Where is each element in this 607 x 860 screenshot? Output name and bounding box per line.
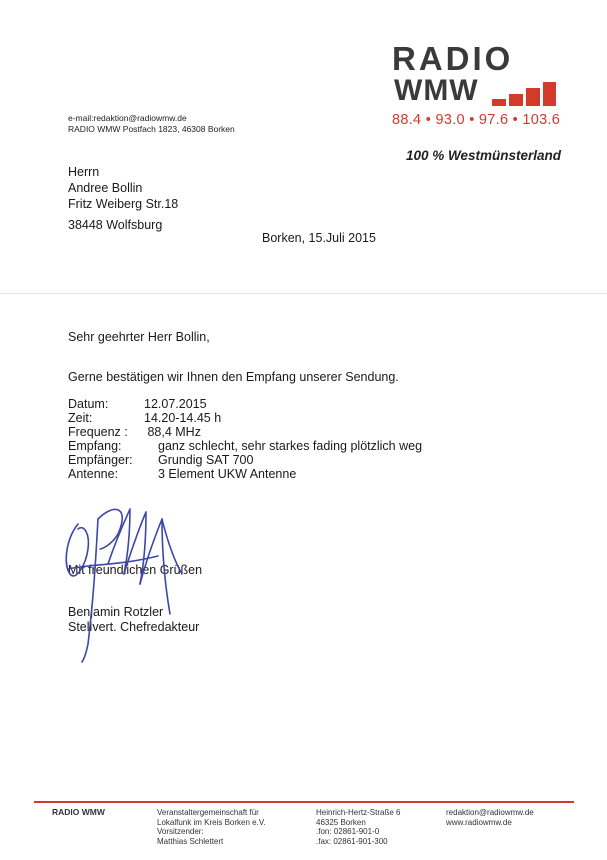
footer-address xyxy=(316,808,400,846)
footer-web: www.radiowmw.de xyxy=(446,817,512,827)
slogan: 100 % Westmünsterland xyxy=(406,148,562,163)
signer-name: Benjamin Rotzler xyxy=(68,605,164,619)
footer-divider xyxy=(34,801,574,803)
detail-value: 12.07.2015 xyxy=(144,397,207,411)
detail-label: Empfänger: xyxy=(68,453,133,467)
footer-contact xyxy=(446,808,534,827)
logo-radio-text: RADIO xyxy=(392,40,514,77)
footer-chair-name: Matthias Schlettert xyxy=(157,836,224,846)
detail-label: Frequenz : xyxy=(68,425,128,439)
footer-phone: .fon: 02861-901-0 xyxy=(316,827,380,836)
footer-email: redaktion@radiowmw.de xyxy=(446,808,534,817)
detail-label: Antenne: xyxy=(68,467,119,481)
frequency-list: 88.4 • 93.0 • 97.6 • 103.6 xyxy=(392,112,561,128)
footer-city: 46325 Borken xyxy=(316,817,366,827)
footer-fax: .fax: 02861-901-300 xyxy=(316,836,388,846)
footer-station: RADIO WMW xyxy=(52,807,105,817)
logo-bar xyxy=(526,88,540,106)
sender-address: RADIO WMW Postfach 1823, 46308 Borken xyxy=(68,124,235,134)
detail-label: Empfang: xyxy=(68,439,122,453)
fold-line xyxy=(0,293,607,294)
detail-value: ganz schlecht, sehr starkes fading plötzlich weg xyxy=(158,439,423,453)
greeting: Sehr geehrter Herr Bollin, xyxy=(68,330,210,344)
detail-label: Zeit: xyxy=(68,411,93,425)
logo-wmw-text: WMW xyxy=(394,74,479,107)
recipient-salutation: Herrn xyxy=(68,165,100,179)
recipient-city: 38448 Wolfsburg xyxy=(68,218,163,232)
logo-bar xyxy=(492,99,506,106)
logo-bar xyxy=(509,94,523,106)
footer-street: Heinrich-Hertz-Straße 6 xyxy=(316,808,401,817)
sender-block xyxy=(68,113,235,135)
logo-bar xyxy=(543,82,556,106)
logo-bars-icon xyxy=(492,80,556,106)
sender-email: e-mail:redaktion@radiowmw.de xyxy=(68,113,187,123)
detail-value: Grundig SAT 700 xyxy=(158,453,254,467)
handwritten-signature xyxy=(58,494,198,664)
detail-value: 3 Element UKW Antenne xyxy=(158,467,297,481)
footer-organization xyxy=(157,808,266,846)
footer-org-line2: Lokalfunk im Kreis Borken e.V. xyxy=(157,817,266,827)
recipient-street: Fritz Weiberg Str.18 xyxy=(68,197,179,211)
recipient-name: Andree Bollin xyxy=(68,181,143,195)
closing: Mit freundlichen Grüßen xyxy=(68,563,203,577)
footer-chair-label: Vorsitzender: xyxy=(157,827,204,836)
body-text: Gerne bestätigen wir Ihnen den Empfang unserer Sendung. xyxy=(68,370,399,384)
detail-value: 88,4 MHz xyxy=(144,425,201,439)
recipient-address xyxy=(68,164,178,212)
letter-date: Borken, 15.Juli 2015 xyxy=(262,231,376,245)
footer-org-line1: Veranstaltergemeinschaft für xyxy=(157,808,259,817)
detail-value: 14.20-14.45 h xyxy=(144,411,222,425)
signer-title: Stellvert. Chefredakteur xyxy=(68,620,200,634)
detail-label: Datum: xyxy=(68,397,109,411)
